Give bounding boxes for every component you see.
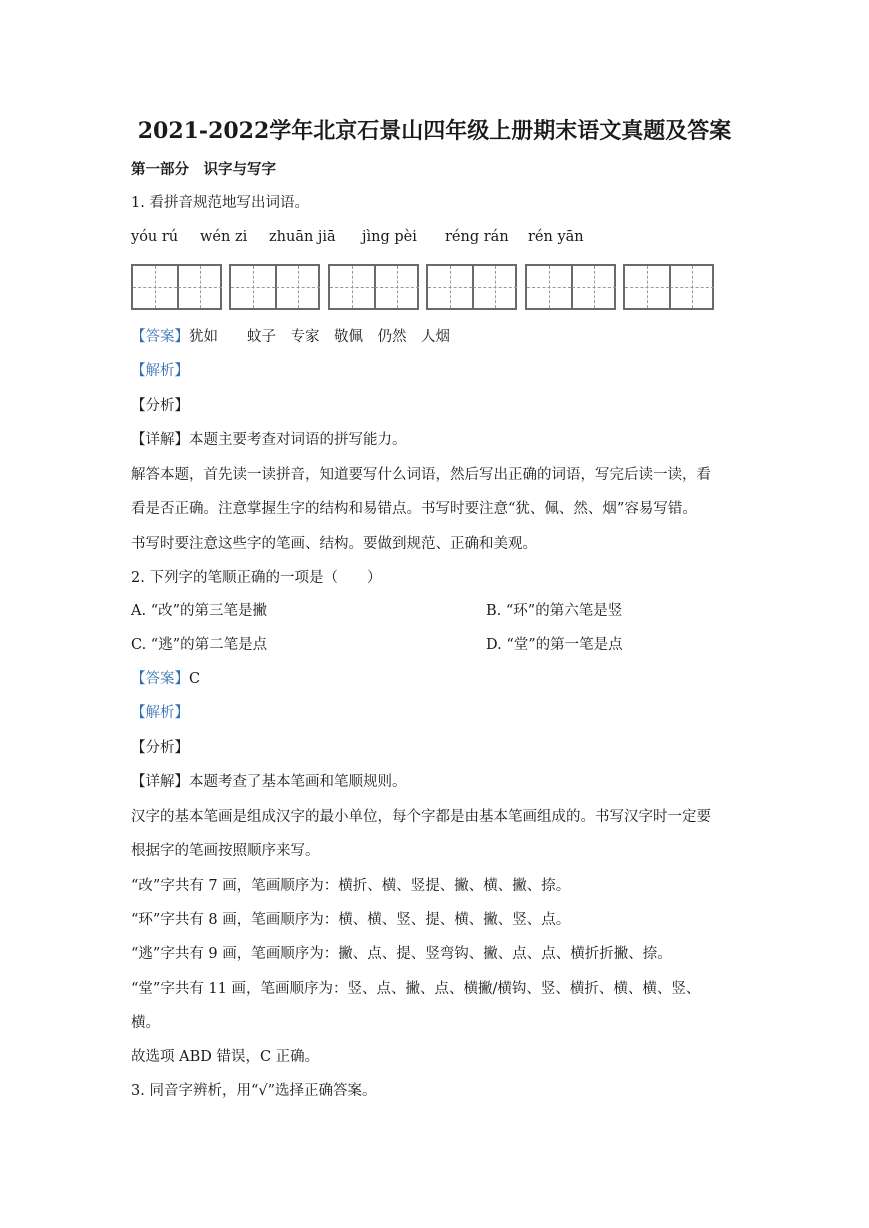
q1-detail xyxy=(131,430,407,450)
pinyin-5: réng rán xyxy=(445,229,509,245)
q2-paragraph: 根据字的笔画按照顺序来写。 xyxy=(131,843,320,859)
q3-stem: 3. 同音字辨析，用“√”选择正确答案。 xyxy=(131,1083,377,1099)
detail-text: 本题考查了基本笔画和笔顺规则。 xyxy=(189,774,407,790)
stroke-order-gai: “改”字共有 7 画，笔画顺序为：横折、横、竖提、撇、横、撇、捺。 xyxy=(131,878,571,894)
pinyin-6: rén yān xyxy=(528,229,584,245)
answer-tag: 【答案】 xyxy=(131,671,189,687)
q1-fenxi: 【分析】 xyxy=(131,398,189,414)
q1-stem: 1. 看拼音规范地写出词语。 xyxy=(131,195,309,211)
option-d: D. “堂”的第一笔是点 xyxy=(486,637,623,653)
q1-answer xyxy=(131,327,450,347)
q2-analysis-tag: 【解析】 xyxy=(131,705,189,721)
writing-grid xyxy=(525,264,616,310)
answer-text: C xyxy=(189,671,201,687)
stroke-order-tang-cont: 横。 xyxy=(131,1015,160,1031)
q2-detail xyxy=(131,772,407,792)
stroke-order-tao: “逃”字共有 9 画，笔画顺序为：撇、点、提、竖弯钩、撇、点、点、横折折撇、捺。 xyxy=(131,946,672,962)
q2-answer xyxy=(131,669,200,689)
writing-grid xyxy=(328,264,419,310)
q1-paragraph: 看是否正确。注意掌握生字的结构和易错点。书写时要注意“犹、佩、然、烟”容易写错。 xyxy=(131,501,697,517)
writing-grid xyxy=(426,264,517,310)
detail-tag: 【详解】 xyxy=(131,432,189,448)
q1-analysis-tag: 【解析】 xyxy=(131,363,189,379)
page-title: 2021-2022学年北京石景山四年级上册期末语文真题及答案 xyxy=(137,118,732,144)
writing-grid xyxy=(623,264,714,310)
pinyin-4: jìng pèi xyxy=(362,229,417,245)
answer-tag: 【答案】 xyxy=(131,329,189,345)
option-b: B. “环”的第六笔是竖 xyxy=(486,603,623,619)
pinyin-2: wén zi xyxy=(200,229,248,245)
q1-paragraph: 解答本题，首先读一读拼音，知道要写什么词语，然后写出正确的词语，写完后读一读，看 xyxy=(131,467,711,483)
stroke-order-huan: “环”字共有 8 画，笔画顺序为：横、横、竖、提、横、撇、竖、点。 xyxy=(131,912,571,928)
answer-text: 犹如 蚊子 专家 敬佩 仍然 人烟 xyxy=(189,329,450,345)
writing-grid xyxy=(229,264,320,310)
section-heading: 第一部分 识字与写字 xyxy=(131,161,276,178)
q2-stem: 2. 下列字的笔顺正确的一项是（ ） xyxy=(131,570,382,586)
q1-paragraph: 书写时要注意这些字的笔画、结构。要做到规范、正确和美观。 xyxy=(131,536,537,552)
stroke-order-tang: “堂”字共有 11 画，笔画顺序为：竖、点、撇、点、横撇/横钩、竖、横折、横、横、竖、 xyxy=(131,981,701,997)
q2-paragraph: 汉字的基本笔画是组成汉字的最小单位，每个字都是由基本笔画组成的。书写汉字时一定要 xyxy=(131,809,711,825)
option-c: C. “逃”的第二笔是点 xyxy=(131,637,268,653)
detail-text: 本题主要考查对词语的拼写能力。 xyxy=(189,432,407,448)
q2-fenxi: 【分析】 xyxy=(131,740,189,756)
pinyin-3: zhuān jiā xyxy=(269,229,336,245)
writing-grid xyxy=(131,264,222,310)
pinyin-1: yóu rú xyxy=(131,229,179,245)
q2-conclusion: 故选项 ABD 错误，C 正确。 xyxy=(131,1049,320,1065)
detail-tag: 【详解】 xyxy=(131,774,189,790)
option-a: A. “改”的第三笔是撇 xyxy=(131,603,268,619)
